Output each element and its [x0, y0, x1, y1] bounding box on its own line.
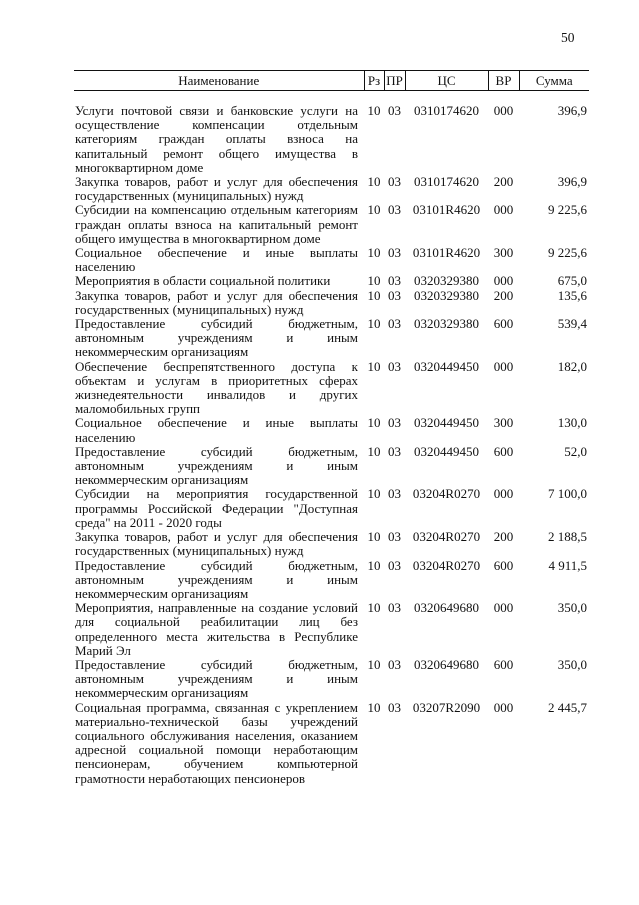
cell-sum: 396,9: [557, 174, 587, 190]
cell-vr: 000: [493, 486, 514, 502]
cell-sum: 130,0: [557, 415, 587, 431]
cell-rz: 10: [367, 245, 381, 261]
cell-cs: 0320449450: [414, 358, 479, 374]
cell-sum: 396,9: [557, 103, 587, 118]
cell-name: Предоставление субсидий бюджетным, автономным учреждениям и иным некоммерческим организациям: [75, 557, 358, 601]
cell-rz: 10: [367, 557, 381, 573]
cell-vr: 200: [493, 174, 514, 190]
cell-name: Закупка товаров, работ и услуг для обеспечения государственных (муниципальных) нужд: [75, 529, 358, 559]
cell-cs: 03101R4620: [412, 245, 481, 261]
cell-cs: 0310174620: [414, 103, 479, 118]
table-row: [74, 559, 589, 602]
cell-rz: 10: [367, 174, 381, 190]
cell-cs: 0320649680: [414, 656, 479, 672]
cell-rz: 10: [367, 273, 381, 289]
table-row: [74, 416, 589, 444]
cell-vr: 200: [493, 529, 514, 545]
cell-rz: 10: [367, 316, 381, 332]
cell-vr: 600: [493, 656, 514, 672]
cell-pr: 03: [388, 699, 401, 715]
cell-name: Социальное обеспечение и иные выплаты населению: [75, 415, 358, 445]
header-sum: Сумма: [519, 71, 589, 91]
budget-table: [74, 70, 589, 786]
cell-pr: 03: [388, 656, 401, 672]
cell-cs: 03204R0270: [412, 557, 481, 573]
cell-rz: 10: [367, 415, 381, 431]
cell-name: Услуги почтовой связи и банковские услуги на осуществление компенсации отдельным категориям граждан оплаты взноса на капитальный ремонт общего имущества в многоквартирном доме: [75, 103, 358, 175]
cell-cs: 03207R2090: [412, 699, 481, 715]
table-header-row: [74, 71, 589, 91]
cell-cs: 0310174620: [414, 174, 479, 190]
cell-cs: 0320329380: [414, 273, 479, 289]
cell-rz: 10: [367, 600, 381, 616]
cell-rz: 10: [367, 529, 381, 545]
cell-name: Субсидии на компенсацию отдельным категориям граждан оплаты взноса на капитальный ремонт общего имущества в многоквартирном доме: [75, 202, 358, 246]
cell-vr: 300: [493, 415, 514, 431]
cell-vr: 000: [493, 202, 514, 218]
cell-cs: 03204R0270: [412, 529, 481, 545]
table-row: [74, 601, 589, 658]
cell-rz: 10: [367, 202, 381, 218]
cell-pr: 03: [388, 415, 401, 431]
page-number: 50: [561, 30, 575, 45]
cell-name: Закупка товаров, работ и услуг для обеспечения государственных (муниципальных) нужд: [75, 287, 358, 317]
cell-sum: 350,0: [557, 656, 587, 672]
table-row: [74, 289, 589, 317]
header-pr: ПР: [384, 71, 405, 91]
cell-pr: 03: [388, 358, 401, 374]
cell-rz: 10: [367, 287, 381, 303]
table-row: [74, 530, 589, 558]
cell-cs: 03101R4620: [412, 202, 481, 218]
table-row: [74, 487, 589, 530]
cell-sum: 675,0: [557, 273, 587, 289]
cell-cs: 0320329380: [414, 287, 479, 303]
cell-pr: 03: [388, 600, 401, 616]
cell-rz: 10: [367, 486, 381, 502]
cell-vr: 000: [493, 273, 514, 289]
cell-sum: 9 225,6: [548, 245, 587, 261]
table-row: [74, 317, 589, 360]
cell-sum: 135,6: [557, 287, 587, 303]
cell-cs: 0320449450: [414, 415, 479, 431]
table-row: [74, 274, 589, 288]
cell-name: Социальная программа, связанная с укреплением материально-технической базы учреждений социального обслуживания населения, оказанием адресной социальной помощи неработающим пенсионерам, обучением компьютерной грамотности неработающих пенсионеров: [75, 699, 358, 786]
cell-pr: 03: [388, 202, 401, 218]
cell-sum: 539,4: [557, 316, 587, 332]
cell-vr: 600: [493, 557, 514, 573]
cell-vr: 000: [493, 358, 514, 374]
cell-pr: 03: [388, 443, 401, 459]
cell-sum: 52,0: [564, 443, 587, 459]
cell-sum: 2 188,5: [548, 529, 587, 545]
cell-pr: 03: [388, 245, 401, 261]
header-vr: ВР: [488, 71, 519, 91]
cell-rz: 10: [367, 358, 381, 374]
header-name: Наименование: [74, 71, 364, 91]
cell-cs: 0320449450: [414, 443, 479, 459]
cell-name: Обеспечение беспрепятственного доступа к объектам и услугам в приоритетных сферах жизнедеятельности инвалидов и других маломобильных групп: [75, 358, 358, 417]
cell-name: Предоставление субсидий бюджетным, автономным учреждениям и иным некоммерческим организациям: [75, 316, 358, 360]
cell-name: Социальное обеспечение и иные выплаты населению: [75, 245, 358, 275]
cell-sum: 350,0: [557, 600, 587, 616]
cell-cs: 0320329380: [414, 316, 479, 332]
cell-rz: 10: [367, 699, 381, 715]
header-cs: ЦС: [405, 71, 488, 91]
cell-sum: 9 225,6: [548, 202, 587, 218]
cell-vr: 200: [493, 287, 514, 303]
cell-pr: 03: [388, 273, 401, 289]
cell-sum: 182,0: [557, 358, 587, 374]
cell-name: Предоставление субсидий бюджетным, автономным учреждениям и иным некоммерческим организациям: [75, 656, 358, 701]
table-row: [74, 175, 589, 203]
cell-pr: 03: [388, 486, 401, 502]
cell-pr: 03: [388, 287, 401, 303]
cell-vr: 000: [493, 103, 514, 118]
table-row: [74, 445, 589, 488]
table-row: [74, 203, 589, 246]
header-rz: Рз: [364, 71, 384, 91]
cell-sum: 2 445,7: [548, 699, 587, 715]
cell-pr: 03: [388, 174, 401, 190]
cell-rz: 10: [367, 443, 381, 459]
cell-vr: 600: [493, 316, 514, 332]
table-row: [74, 246, 589, 274]
cell-cs: 0320649680: [414, 600, 479, 616]
table-row: [74, 701, 589, 786]
table-row: [74, 360, 589, 417]
cell-vr: 000: [493, 600, 514, 616]
cell-sum: 4 911,5: [548, 557, 587, 573]
cell-vr: 300: [493, 245, 514, 261]
table-body: [74, 91, 589, 786]
cell-rz: 10: [367, 103, 381, 118]
cell-pr: 03: [388, 316, 401, 332]
cell-pr: 03: [388, 529, 401, 545]
cell-name: Субсидии на мероприятия государственной программы Российской Федерации "Доступная среда" на 2011 - 2020 годы: [75, 486, 358, 530]
cell-vr: 000: [493, 699, 514, 715]
cell-name: Предоставление субсидий бюджетным, автономным учреждениям и иным некоммерческим организациям: [75, 443, 358, 488]
cell-name: Мероприятия в области социальной политики: [75, 273, 331, 289]
table-row: [74, 658, 589, 701]
table-row: [74, 91, 589, 176]
cell-pr: 03: [388, 103, 401, 118]
cell-sum: 7 100,0: [548, 486, 587, 502]
cell-name: Мероприятия, направленные на создание условий для социальной реабилитации лиц без определенного места жительства в Республике Марий Эл: [75, 600, 358, 658]
cell-vr: 600: [493, 443, 514, 459]
cell-name: Закупка товаров, работ и услуг для обеспечения государственных (муниципальных) нужд: [75, 174, 358, 204]
cell-rz: 10: [367, 656, 381, 672]
cell-pr: 03: [388, 557, 401, 573]
cell-cs: 03204R0270: [412, 486, 481, 502]
